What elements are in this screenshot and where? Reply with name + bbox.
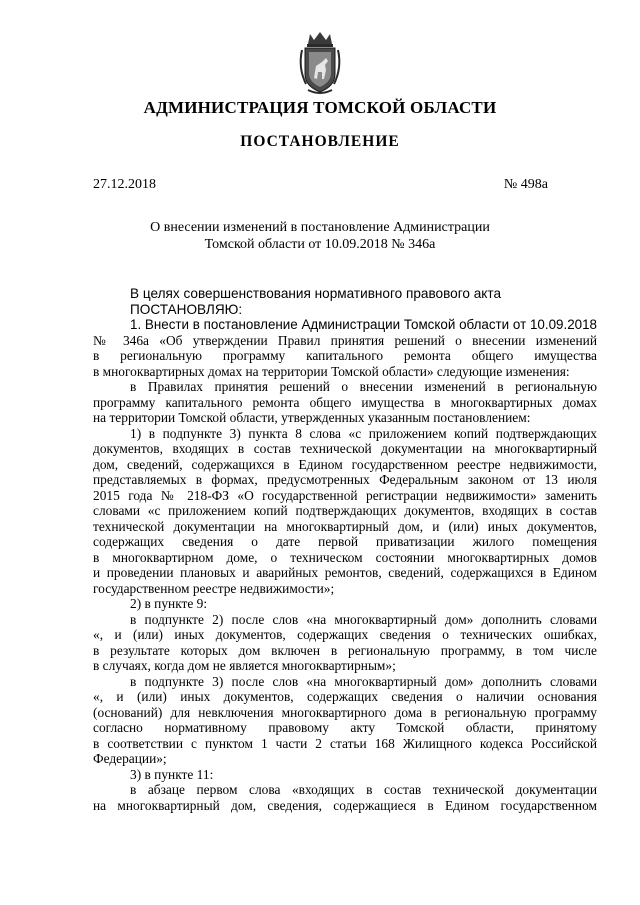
paragraph-line: дом, сведений, содержащихся в Едином государственном реестре недвижимости, (93, 456, 597, 472)
paragraph-line: № 346а «Об утверждении Правил принятия решений о внесении изменений (93, 332, 597, 348)
paragraph-line: документов, входящих в состав технической документации на многоквартирный (93, 441, 597, 456)
paragraph-line: технической документации на многоквартирный дом, и (или) иных документов, (93, 518, 597, 534)
paragraph-line: Федерации»; (93, 751, 167, 766)
paragraph-line: (оснований) для невключения многоквартирного дома в региональную программу (93, 704, 597, 720)
paragraph-line: «, и (или) иных документов, содержащих сведения о технических ошибках, (93, 627, 597, 642)
paragraph-line: государственном реестре недвижимости»; (93, 580, 335, 596)
paragraph-line: программу капитального ремонта общего имущества в многоквартирных домах (93, 394, 597, 410)
organization-title: АДМИНИСТРАЦИЯ ТОМСКОЙ ОБЛАСТИ (143, 98, 497, 117)
paragraph-8 (93, 782, 597, 813)
subject-line: О внесении изменений в постановление Администрации (150, 220, 490, 235)
paragraph-line: «, и (или) иных документов, содержащих сведения о наличии основания (93, 689, 597, 704)
paragraph-line: в абзаце первом слова «входящих в состав технической документации (130, 782, 597, 797)
paragraph-line: на многоквартирный дом, сведения, содержащиеся в Едином государственном (93, 797, 597, 813)
paragraph-line: в результате которых дом включен в региональную программу, в том числе (93, 642, 597, 658)
paragraph-line: 2) в пункте 9: (130, 596, 208, 611)
paragraph-line: в соответствии с пунктом 1 части 2 статьи 168 Жилищного кодекса Российской (93, 735, 597, 751)
paragraph-2 (93, 379, 597, 426)
paragraph-line: на территории Томской области, утвержденных указанным постановлением: (93, 410, 531, 425)
paragraph-line: 2015 года № 218-ФЗ «О государственной регистрации недвижимости» заменить (93, 487, 597, 503)
paragraph-line: в региональную программу капитального ремонта общего имущества (93, 348, 597, 363)
paragraph-6 (93, 674, 597, 767)
coat-of-arms-icon (296, 30, 344, 98)
paragraph-line: в многоквартирных домах на территории Томской области» следующие изменения: (93, 363, 570, 379)
document-date: 27.12.2018 (93, 177, 156, 192)
document-type: ПОСТАНОВЛЕНИЕ (240, 133, 400, 150)
paragraph-line: в случаях, когда дом не является многоквартирным»; (93, 658, 396, 673)
paragraph-line: в подпункте 3) после слов «на многоквартирный дом» дополнить словами (130, 673, 597, 689)
intro-text: В целях совершенствования нормативного правового акта (130, 286, 502, 301)
paragraph-line: в Правилах принятия решений о внесении изменений в региональную (130, 379, 597, 394)
paragraph-line: 1. Внести в постановление Администрации Томской области от 10.09.2018 (130, 317, 597, 332)
document-number: № 498а (503, 177, 548, 192)
paragraph-1 (93, 317, 597, 379)
paragraph-7 (93, 767, 597, 783)
paragraph-line: представляемых в формах, предусмотренных Федеральным законом от 13 июля (93, 472, 597, 487)
paragraph-line: содержащих сведения о дате первой приватизации жилого помещения (93, 534, 597, 549)
resolution-keyword: ПОСТАНОВЛЯЮ: (130, 301, 243, 317)
paragraph-line: согласно нормативному правовому акту Томской области, принятому (93, 720, 597, 735)
paragraph-line: в многоквартирном доме, о техническом состоянии многоквартирных домов (93, 549, 597, 565)
paragraph-3 (93, 426, 597, 597)
document-body (93, 286, 597, 813)
paragraph-line: словами «с приложением копий подтверждающих документов, входящих в состав (93, 503, 597, 518)
subject-line: Томской области от 10.09.2018 № 346а (204, 237, 436, 252)
document-subject (0, 219, 640, 253)
paragraph-4 (93, 596, 597, 612)
paragraph-line: и проведении плановых и аварийных ремонтов, сведений, содержащихся в Едином (93, 565, 597, 580)
paragraph-line: 1) в подпункте 3) пункта 8 слова «с приложением копий подтверждающих (130, 425, 597, 441)
paragraph-5 (93, 612, 597, 674)
paragraph-line: 3) в пункте 11: (130, 766, 214, 782)
paragraph-line: в подпункте 2) после слов «на многоквартирный дом» дополнить словами (130, 611, 597, 627)
